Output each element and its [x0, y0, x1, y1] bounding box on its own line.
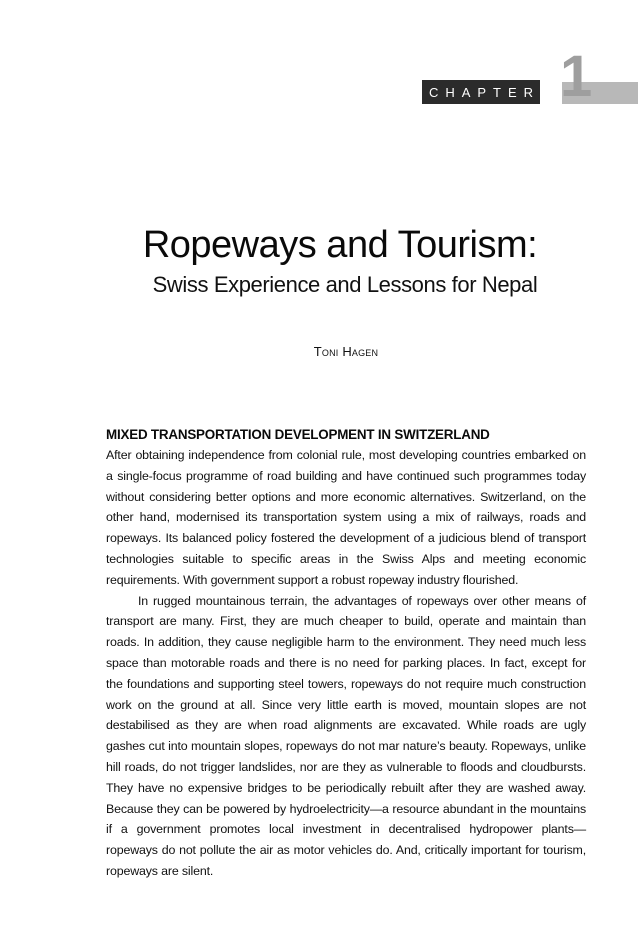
- chapter-label: CHAPTER: [428, 84, 541, 100]
- chapter-number: 1: [560, 44, 593, 109]
- paragraph-1: After obtaining independence from colonial rule, most developing countries embarked on a single-focus programme of road building and have continued such programmes today without considering better options and more economic alternatives. Switzerland, on the other hand, modernised its transportation system using a mix of railways, roads and ropeways. Its balanced policy fostered the development of a judicious blend of transport technologies suitable to specific areas in the Swiss Alps and meeting economic requirements. With government support a robust ropeway industry flourished.: [106, 448, 586, 587]
- chapter-label-bar: [422, 80, 540, 104]
- section-heading: MIXED TRANSPORTATION DEVELOPMENT IN SWITZERLAND: [106, 427, 490, 442]
- chapter-title: Ropeways and Tourism:: [142, 224, 538, 266]
- chapter-subtitle: Swiss Experience and Lessons for Nepal: [152, 272, 538, 297]
- paragraph-2: In rugged mountainous terrain, the advantages of ropeways over other means of transport are many. First, they are much cheaper to build, operate and maintain than roads. In addition, they cause negligible harm to the environment. They need much less space than motorable roads and there is no need for parking places. In fact, except for the foundations and supporting steel towers, ropeways do not require much construction work on the ground at all. Since very little earth is moved, mountain slopes are not destabilised as they are when road alignments are excavated. While roads are ugly gashes cut into mountain slopes, ropeways do not mar nature’s beauty. Ropeways, unlike hill roads, do not trigger landslides, nor are they as vulnerable to floods and cloudbursts. They have no expensive bridges to be periodically rebuilt after they are washed away. Because they can be powered by hydroelectricity—a resource abundant in the mountains if a government promotes local investment in decentralised hydropower plants—ropeways do not pollute the air as motor vehicles do. And, critically important for tourism, ropeways are silent.: [106, 593, 586, 878]
- body-text: [106, 445, 586, 882]
- author-name: Toni Hagen: [313, 344, 379, 359]
